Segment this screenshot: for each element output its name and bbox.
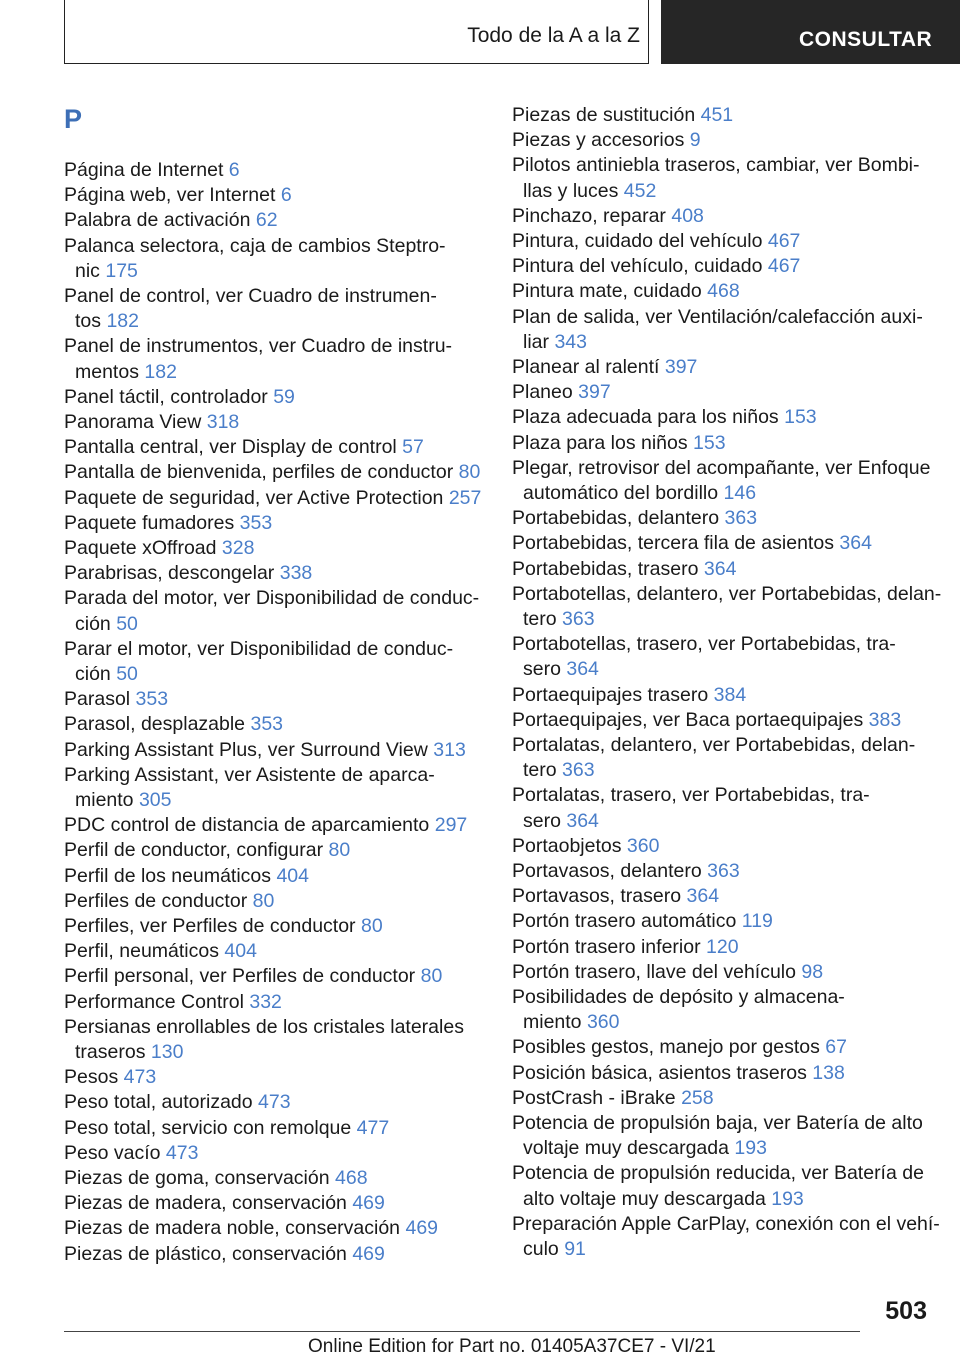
entry-term: Perfiles, ver Perfiles de conductor [64, 915, 356, 937]
index-entry [64, 561, 494, 586]
index-entry [64, 410, 494, 435]
entry-term-continuation: tero [523, 608, 557, 630]
entry-term-continuation: nic [75, 259, 100, 282]
index-entry [64, 385, 494, 410]
entry-page-link[interactable]: 62 [255, 209, 278, 232]
entry-page-link[interactable]: 353 [250, 713, 284, 736]
index-entry [512, 405, 942, 430]
entry-term: Paquete de seguridad, ver Active Protection [64, 486, 444, 509]
entry-term: Portabebidas, tercera fila de asientos [512, 532, 834, 555]
index-entry [64, 889, 494, 914]
entry-page-link[interactable]: 397 [664, 356, 698, 378]
entry-term: Portabebidas, delantero [512, 507, 720, 530]
index-entry [64, 1141, 494, 1166]
entry-page-link[interactable]: 120 [706, 935, 739, 958]
entry-page-link[interactable]: 477 [356, 1116, 390, 1139]
entry-term: Preparación Apple CarPlay, conexión con el vehí- [512, 1212, 940, 1235]
index-entry [64, 914, 494, 939]
entry-page-link[interactable]: 360 [586, 1011, 620, 1034]
entry-term: Pintura mate, cuidado [512, 280, 702, 303]
index-entry [512, 1061, 942, 1086]
entry-term-continuation: mentos [75, 360, 139, 383]
entry-term: Pintura del vehículo, cuidado [512, 255, 763, 278]
entry-page-link[interactable]: 80 [252, 889, 275, 912]
entry-page-link[interactable]: 9 [689, 129, 701, 152]
entry-page-link[interactable]: 297 [434, 814, 468, 837]
index-entry [64, 712, 494, 737]
entry-term: Portaequipajes, ver Baca portaequipajes [512, 708, 864, 731]
entry-term: Portabotellas, delantero, ver Portabebidas, delan- [512, 582, 942, 605]
index-entry [64, 637, 494, 687]
index-entry [64, 435, 494, 460]
entry-term: Portalatas, trasero, ver Portabebidas, tra- [512, 784, 870, 807]
entry-page-link[interactable]: 384 [713, 683, 747, 706]
entry-page-link[interactable]: 153 [693, 431, 726, 454]
index-entry [512, 985, 942, 1035]
entry-term: Paquete fumadores [64, 511, 235, 534]
entry-page-link[interactable]: 50 [116, 663, 138, 685]
entry-term-continuation: culo [523, 1238, 559, 1260]
index-entry [512, 683, 942, 708]
entry-term: Piezas de sustitución [512, 104, 696, 126]
index-entry [64, 813, 494, 838]
index-entry [64, 284, 494, 334]
entry-page-link[interactable]: 473 [123, 1066, 157, 1089]
entry-term-continuation: sero [523, 658, 561, 681]
index-entry [64, 183, 494, 208]
entry-page-link[interactable]: 119 [741, 910, 773, 933]
entry-term: Planeo [512, 381, 573, 404]
entry-term: Portabotellas, trasero, ver Portabebidas, tra- [512, 633, 896, 656]
entry-term: Perfil personal, ver Perfiles de conductor [64, 965, 416, 988]
entry-page-link[interactable]: 80 [328, 839, 351, 862]
entry-page-link[interactable]: 383 [868, 708, 902, 731]
index-entry [512, 783, 942, 833]
entry-term: Perfil de los neumáticos [64, 864, 272, 887]
index-entry [512, 305, 942, 355]
consult-tab[interactable]: CONSULTAR [661, 0, 960, 64]
index-entry [512, 1086, 942, 1111]
index-entry [512, 128, 942, 153]
entry-term: Posición básica, asientos traseros [512, 1061, 807, 1084]
entry-page-link[interactable]: 182 [144, 360, 177, 383]
entry-term: Página de Internet [64, 159, 224, 181]
entry-page-link[interactable]: 182 [106, 310, 139, 333]
index-entry [64, 864, 494, 889]
index-entry [64, 1166, 494, 1191]
entry-page-link[interactable]: 305 [138, 789, 172, 811]
index-entry [512, 506, 942, 531]
index-entry [512, 834, 942, 859]
entry-term: Potencia de propulsión reducida, ver Batería de [512, 1162, 924, 1185]
entry-page-link[interactable]: 452 [623, 179, 657, 202]
entry-term: Piezas y accesorios [512, 129, 685, 152]
index-entry [512, 582, 942, 632]
index-entry [64, 1065, 494, 1090]
entry-term: Plaza adecuada para los niños [512, 406, 779, 429]
index-entry [512, 279, 942, 304]
entry-term: Piezas de madera, conservación [64, 1192, 347, 1215]
entry-page-link[interactable]: 6 [228, 159, 240, 181]
entry-term: Parar el motor, ver Disponibilidad de conduc- [64, 637, 454, 660]
index-entry [512, 557, 942, 582]
entry-term: Perfil, neumáticos [64, 940, 219, 963]
entry-page-link[interactable]: 469 [352, 1192, 385, 1215]
entry-term: Plan de salida, ver Ventilación/calefacción auxi- [512, 305, 923, 328]
entry-page-link[interactable]: 146 [723, 482, 757, 504]
entry-page-link[interactable]: 364 [839, 532, 872, 555]
index-entry [64, 838, 494, 863]
index-entry [512, 456, 942, 506]
entry-term: Peso total, autorizado [64, 1091, 253, 1114]
entry-term: Parasol [64, 688, 131, 711]
entry-page-link[interactable]: 67 [825, 1036, 847, 1059]
entry-term-continuation: alto voltaje muy descargada [523, 1187, 766, 1210]
entry-term: Peso vacío [64, 1141, 161, 1164]
entry-term: PostCrash - iBrake [512, 1086, 676, 1109]
entry-term: Pintura, cuidado del vehículo [512, 230, 763, 252]
index-entry [64, 738, 494, 763]
entry-page-link[interactable]: 469 [405, 1217, 439, 1240]
entry-term: Pinchazo, reparar [512, 204, 666, 227]
entry-term: Parking Assistant Plus, ver Surround View [64, 738, 428, 761]
entry-term: Perfil de conductor, configurar [64, 839, 324, 862]
index-entry [512, 935, 942, 960]
entry-term: Plaza para los niños [512, 431, 688, 454]
entry-page-link[interactable]: 175 [105, 259, 138, 282]
entry-page-link[interactable]: 328 [221, 537, 255, 559]
entry-page-link[interactable]: 353 [239, 511, 273, 534]
entry-term: Paquete xOffroad [64, 537, 217, 559]
entry-term: Pilotos antiniebla traseros, cambiar, ver Bombi- [512, 154, 920, 177]
index-entry [64, 990, 494, 1015]
entry-term: Portaobjetos [512, 834, 622, 857]
index-entry [64, 763, 494, 813]
entry-term-continuation: ción [75, 663, 111, 685]
entry-term: Pantalla de bienvenida, perfiles de conductor [64, 461, 454, 484]
index-entry [512, 960, 942, 985]
entry-page-link[interactable]: 364 [686, 885, 720, 908]
index-nav-label[interactable]: Todo de la A a la Z [467, 24, 640, 47]
index-entry [512, 254, 942, 279]
index-entry [64, 486, 494, 511]
index-entry [512, 229, 942, 254]
entry-term: Piezas de plástico, conservación [64, 1242, 347, 1265]
index-entry [64, 586, 494, 636]
index-entry [512, 1161, 942, 1211]
index-entry [512, 909, 942, 934]
entry-term: Planear al ralentí [512, 356, 660, 378]
entry-term-continuation: miento [523, 1011, 582, 1034]
entry-term: Piezas de goma, conservación [64, 1167, 330, 1189]
entry-page-link[interactable]: 468 [707, 280, 740, 303]
entry-page-link[interactable]: 473 [165, 1141, 199, 1164]
index-entry [512, 431, 942, 456]
entry-term-continuation: voltaje muy descargada [523, 1137, 729, 1160]
entry-term: Página web, ver Internet [64, 184, 276, 207]
entry-page-link[interactable]: 397 [578, 381, 611, 404]
entry-term: Perfiles de conductor [64, 889, 248, 912]
index-entry [64, 511, 494, 536]
entry-page-link[interactable]: 363 [707, 860, 740, 882]
entry-page-link[interactable]: 360 [626, 834, 660, 857]
entry-page-link[interactable]: 6 [280, 184, 292, 207]
index-entry [64, 964, 494, 989]
entry-term: Plegar, retrovisor del acompañante, ver Enfoque [512, 456, 931, 479]
entry-page-link[interactable]: 469 [352, 1242, 385, 1265]
index-entry [512, 733, 942, 783]
index-entry [512, 632, 942, 682]
entry-term: Panel de instrumentos, ver Cuadro de instru- [64, 335, 453, 358]
footer-rule [64, 1331, 860, 1332]
index-entry [512, 355, 942, 380]
entry-page-link[interactable]: 363 [562, 608, 595, 630]
entry-page-link[interactable]: 343 [554, 330, 587, 353]
entry-term: Portavasos, delantero [512, 860, 702, 882]
entry-term: Pesos [64, 1066, 119, 1089]
index-entry [64, 1191, 494, 1216]
entry-term-continuation: tero [523, 759, 557, 782]
index-entry [512, 1212, 942, 1262]
section-letter: P [64, 104, 83, 134]
index-entry [512, 1111, 942, 1161]
entry-term: Portón trasero inferior [512, 935, 701, 958]
entry-page-link[interactable]: 473 [258, 1091, 291, 1114]
entry-page-link[interactable]: 98 [801, 960, 824, 983]
entry-page-link[interactable]: 338 [279, 562, 313, 585]
index-entry [64, 208, 494, 233]
entry-page-link[interactable]: 468 [335, 1167, 368, 1189]
entry-term: Portalatas, delantero, ver Portabebidas, delan- [512, 734, 916, 756]
entry-term-continuation: miento [75, 789, 134, 811]
entry-page-link[interactable]: 408 [671, 204, 704, 227]
index-entry [64, 536, 494, 561]
entry-term: Portavasos, trasero [512, 885, 682, 908]
entry-term: Panorama View [64, 411, 202, 433]
entry-page-link[interactable]: 467 [767, 255, 801, 278]
entry-term: Parabrisas, descongelar [64, 562, 275, 585]
entry-term: Palabra de activación [64, 209, 251, 232]
entry-page-link[interactable]: 364 [566, 658, 599, 681]
entry-term: Posibilidades de depósito y almacena- [512, 986, 845, 1008]
entry-term: Portón trasero automático [512, 910, 737, 933]
entry-term: Persianas enrollables de los cristales laterales [64, 1015, 464, 1038]
entry-page-link[interactable]: 50 [116, 612, 138, 635]
page-number: 503 [885, 1297, 927, 1325]
index-entry [512, 103, 942, 128]
entry-page-link[interactable]: 57 [402, 436, 424, 459]
entry-page-link[interactable]: 258 [681, 1086, 714, 1109]
entry-page-link[interactable]: 80 [458, 461, 481, 484]
entry-term-continuation: tos [75, 310, 102, 333]
entry-term: Portón trasero, llave del vehículo [512, 960, 796, 983]
entry-page-link[interactable]: 332 [249, 990, 282, 1013]
index-entry [64, 1216, 494, 1241]
index-entry [64, 939, 494, 964]
index-entry [512, 204, 942, 229]
entry-page-link[interactable]: 138 [812, 1061, 845, 1084]
entry-term-continuation: llas y luces [523, 179, 619, 202]
entry-page-link[interactable]: 130 [150, 1041, 184, 1063]
entry-term: Parasol, desplazable [64, 713, 246, 736]
index-entry [64, 460, 494, 485]
edition-footer: Online Edition for Part no. 01405A37CE7 - VI/21 [308, 1336, 716, 1357]
index-entry [512, 1035, 942, 1060]
entry-term: Parada del motor, ver Disponibilidad de conduc- [64, 587, 480, 610]
entry-term-continuation: traseros [75, 1041, 146, 1063]
entry-term: Parking Assistant, ver Asistente de aparca- [64, 763, 435, 786]
entry-page-link[interactable]: 80 [360, 915, 383, 937]
entry-term: Posibles gestos, manejo por gestos [512, 1036, 820, 1059]
entry-page-link[interactable]: 257 [448, 486, 482, 509]
entry-page-link[interactable]: 364 [703, 557, 737, 580]
index-entry [512, 153, 942, 203]
entry-term: Performance Control [64, 990, 244, 1013]
index-entry [64, 1116, 494, 1141]
entry-term: Piezas de madera noble, conservación [64, 1217, 401, 1240]
entry-page-link[interactable]: 363 [724, 507, 758, 530]
entry-page-link[interactable]: 353 [135, 688, 169, 711]
entry-page-link[interactable]: 80 [420, 965, 443, 988]
index-entry [512, 859, 942, 884]
entry-term-continuation: sero [523, 809, 561, 832]
entry-term: Potencia de propulsión baja, ver Batería de alto [512, 1112, 923, 1134]
entry-page-link[interactable]: 404 [224, 940, 257, 963]
entry-page-link[interactable]: 59 [273, 385, 295, 408]
entry-term-continuation: liar [523, 330, 550, 353]
index-entry [512, 380, 942, 405]
entry-term: Panel de control, ver Cuadro de instrumen- [64, 285, 437, 307]
entry-page-link[interactable]: 363 [562, 759, 595, 782]
index-entry [64, 1015, 494, 1065]
entry-page-link[interactable]: 91 [564, 1238, 586, 1260]
entry-term: Portabebidas, trasero [512, 557, 699, 580]
entry-page-link[interactable]: 364 [566, 809, 599, 832]
entry-page-link[interactable]: 313 [433, 738, 466, 761]
index-entry [512, 531, 942, 556]
entry-term: Portaequipajes trasero [512, 683, 709, 706]
index-entry [64, 687, 494, 712]
index-entry [512, 708, 942, 733]
entry-page-link[interactable]: 451 [700, 104, 734, 126]
index-entry [512, 884, 942, 909]
index-entry [64, 234, 494, 284]
index-entry [64, 334, 494, 384]
entry-term-continuation: automático del bordillo [523, 482, 719, 504]
entry-page-link[interactable]: 153 [784, 406, 817, 429]
index-entry [64, 1090, 494, 1115]
entry-term-continuation: ción [75, 612, 111, 635]
entry-term: Panel táctil, controlador [64, 385, 268, 408]
entry-page-link[interactable]: 467 [767, 230, 801, 252]
index-entry [64, 158, 494, 183]
entry-term: Pantalla central, ver Display de control [64, 436, 397, 459]
entry-term: Peso total, servicio con remolque [64, 1116, 352, 1139]
entry-page-link[interactable]: 193 [771, 1187, 804, 1210]
entry-page-link[interactable]: 318 [206, 411, 240, 433]
entry-page-link[interactable]: 404 [276, 864, 309, 887]
entry-term: Palanca selectora, caja de cambios Steptro- [64, 234, 446, 257]
entry-term: PDC control de distancia de aparcamiento [64, 814, 430, 837]
entry-page-link[interactable]: 193 [734, 1137, 767, 1160]
index-entry [64, 1242, 494, 1267]
